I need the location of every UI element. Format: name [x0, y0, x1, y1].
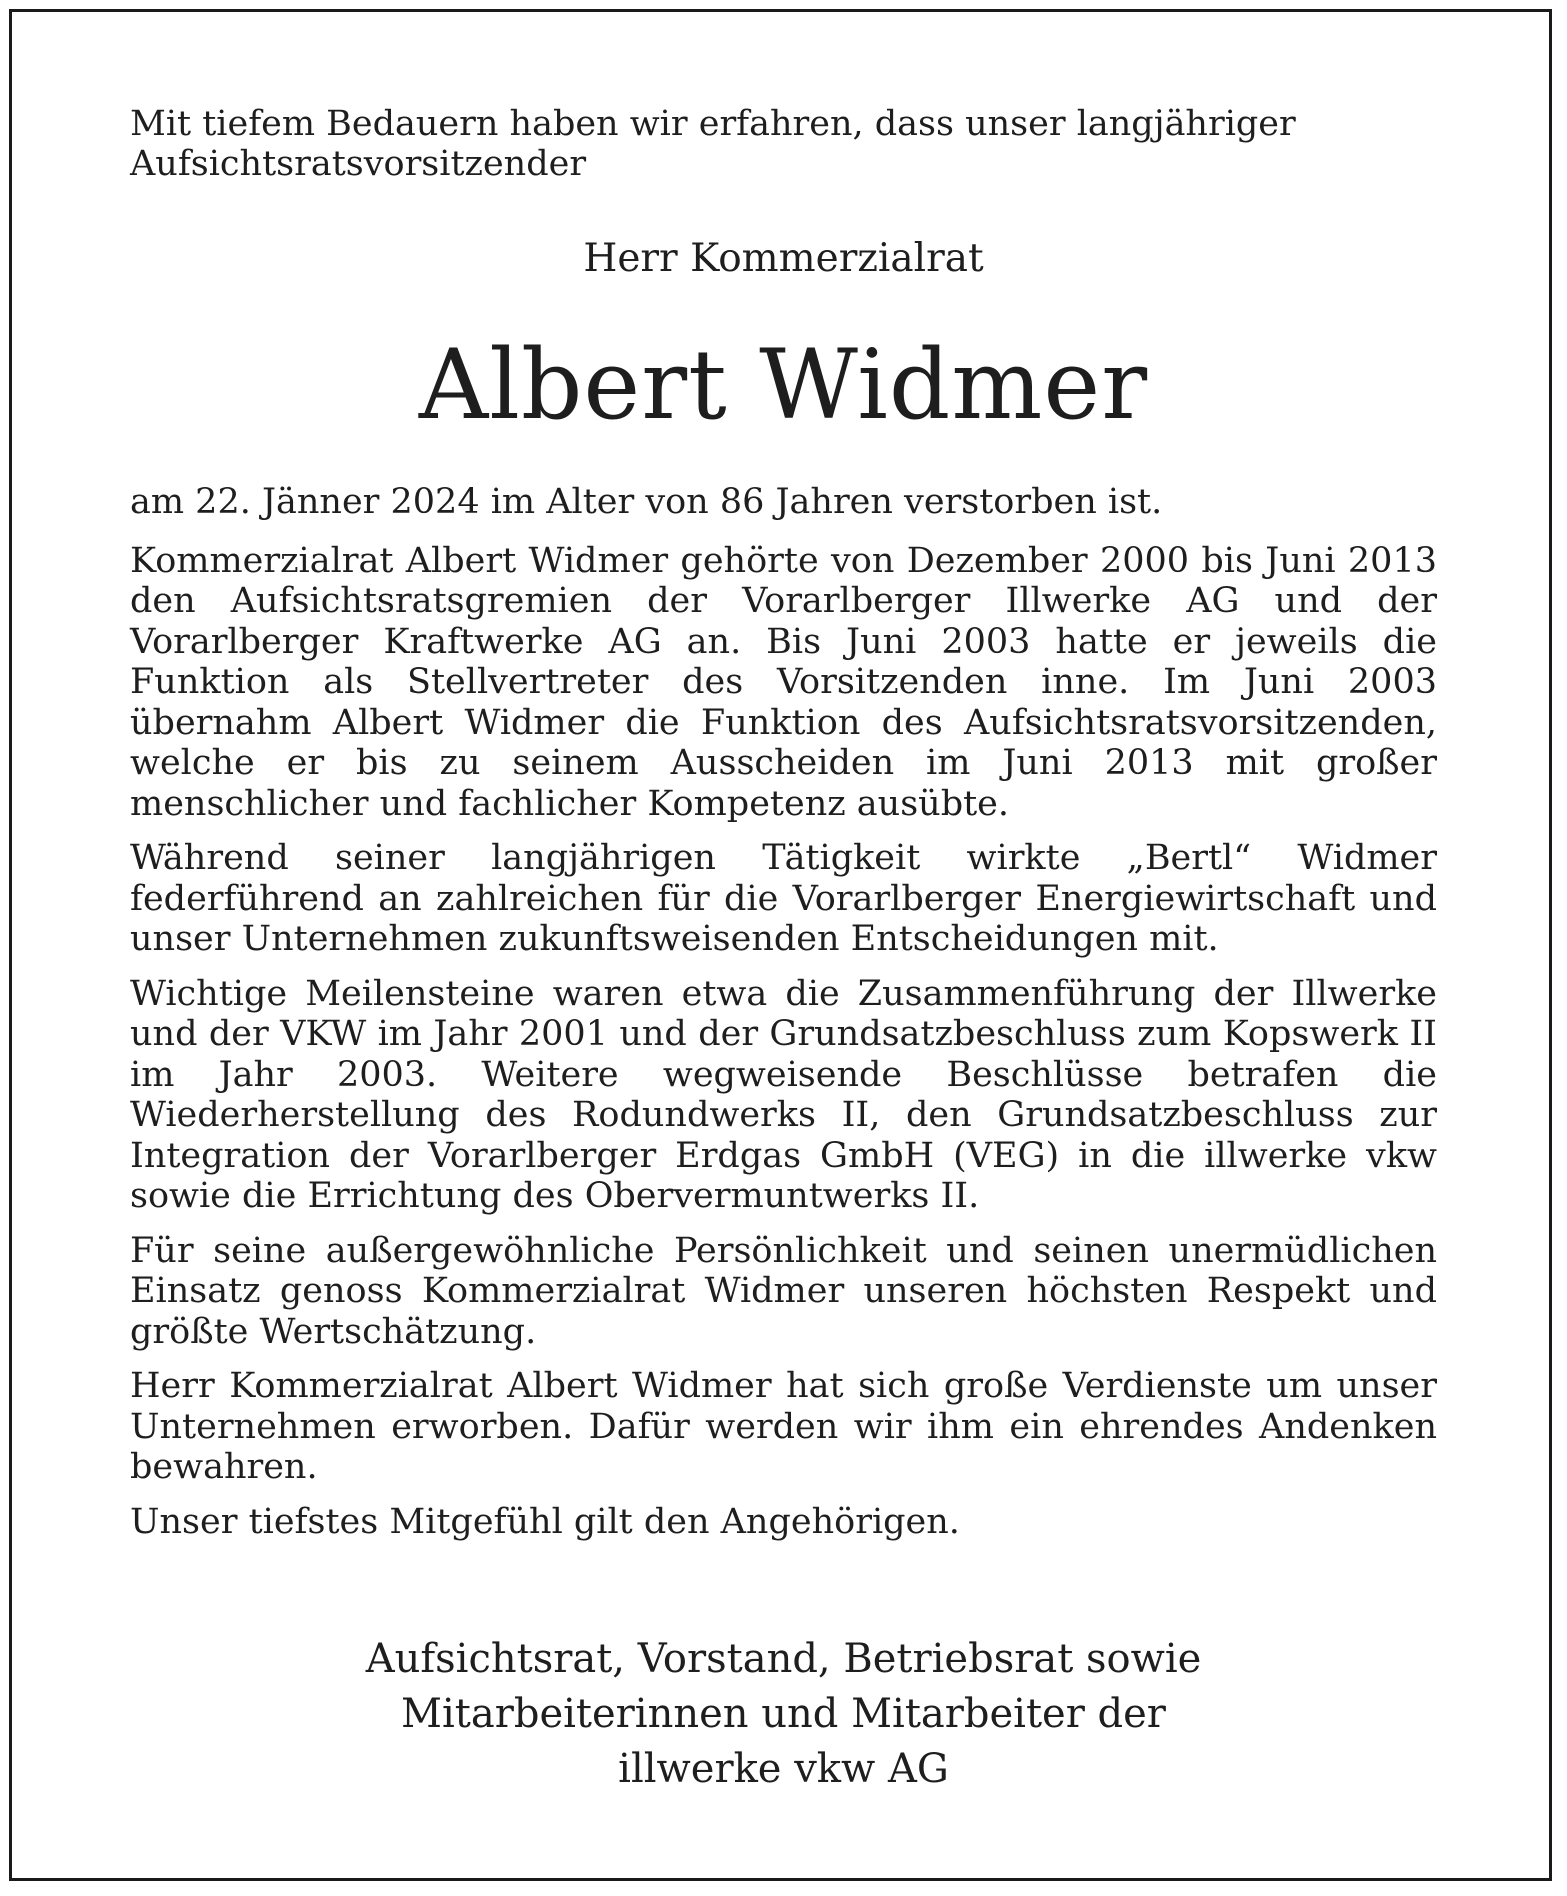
signature-line: Aufsichtsrat, Vorstand, Betriebsrat sowie: [365, 1636, 1202, 1682]
paragraph-milestones: Wichtige Meilensteine waren etwa die Zusammenführung der Illwerke und der VKW im Jahr 2001 und der Grundsatzbeschluss zum Kopswerk II im Jahr 2003. Weitere wegweisende Beschlüsse betrafen die Wiederherstellung des Rodundwerks II, den Grundsatzbeschluss zur Integration der Vorarlberger Erdgas GmbH (VEG) in die illwerke vkw sowie die Errichtung des Obervermuntwerks II.: [130, 973, 1437, 1216]
notice-body: [130, 482, 1437, 1556]
paragraph-respect: Für seine außergewöhnliche Persönlichkeit und seinen unermüdlichen Einsatz genoss Kommerzialrat Widmer unseren höchsten Respekt und größte Wertschätzung.: [130, 1230, 1437, 1352]
paragraph-role: Während seiner langjährigen Tätigkeit wirkte „Bertl“ Widmer federführend an zahlreichen für die Vorarlberger Energiewirtschaft und unser Unternehmen zukunftsweisenden Entscheidungen mit.: [130, 838, 1437, 959]
death-statement: am 22. Jänner 2024 im Alter von 86 Jahren verstorben ist.: [130, 482, 1163, 522]
signature-line: illwerke vkw AG: [618, 1746, 949, 1792]
signature-line: Mitarbeiterinnen und Mitarbeiter der: [401, 1691, 1166, 1737]
deceased-name: Albert Widmer: [418, 329, 1149, 441]
intro-text: Mit tiefem Bedauern haben wir erfahren, dass unser langjähriger Aufsichtsratsvorsitzender: [130, 104, 1296, 184]
signature-block: [0, 1632, 1567, 1797]
paragraph-career: Kommerzialrat Albert Widmer gehörte von Dezember 2000 bis Juni 2013 den Aufsichtsratsgremien der Vorarlberger Illwerke AG und der Vorarlberger Kraftwerke AG an. Bis Juni 2003 hatte er jeweils die Funktion als Stellvertreter des Vorsitzenden inne. Im Juni 2003 übernahm Albert Widmer die Funktion des Aufsichtsratsvorsitzenden, welche er bis zu seinem Ausscheiden im Juni 2013 mit großer menschlicher und fachlicher Kompetenz ausübte.: [130, 540, 1437, 824]
salutation: Herr Kommerzialrat: [583, 236, 984, 281]
paragraph-condolence: Unser tiefstes Mitgefühl gilt den Angehörigen.: [130, 1501, 960, 1542]
paragraph-merits: Herr Kommerzialrat Albert Widmer hat sich große Verdienste um unser Unternehmen erworben. Dafür werden wir ihm ein ehrendes Andenken bewahren.: [130, 1366, 1437, 1487]
